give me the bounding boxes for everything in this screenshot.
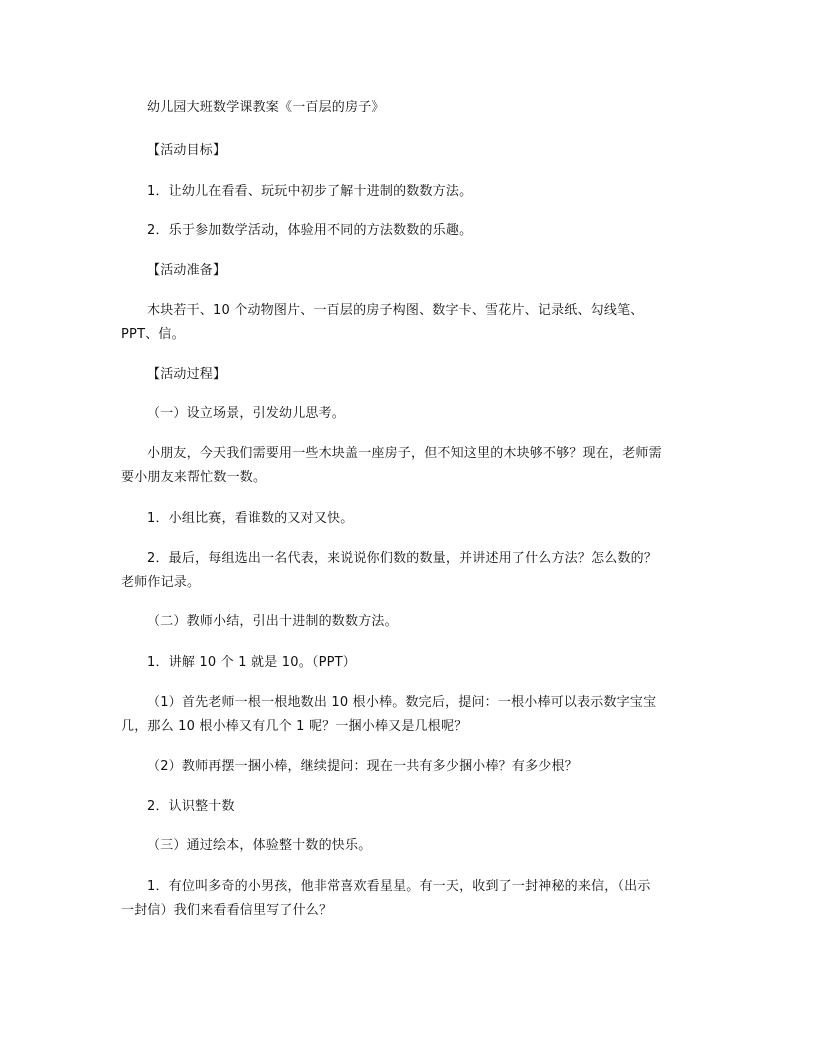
section-1-item-2-line-1: 2．最后，每组选出一名代表，来说说你们数的数量，并讲述用了什么方法？怎么数的？ [147, 551, 658, 566]
goal-item-1: 1．让幼儿在看看、玩玩中初步了解十进制的数数方法。 [147, 184, 473, 199]
section-1-paragraph-line-1: 小朋友，今天我们需要用一些木块盖一座房子，但不知这里的木块够不够？现在，老师需 [147, 446, 662, 461]
section-3-item-1-line-1: 1．有位叫多奇的小男孩，他非常喜欢看星星。有一天，收到了一封神秘的来信，（出示 [147, 879, 651, 894]
document-title: 幼儿园大班数学课教案《一百层的房子》 [147, 100, 385, 115]
goal-item-2: 2．乐于参加数学活动，体验用不同的方法数数的乐趣。 [147, 223, 473, 238]
section-1-item-2-line-2: 老师作记录。 [121, 575, 201, 590]
preparation-text-line-2: PPT、信。 [121, 327, 185, 342]
heading-activity-preparation: 【活动准备】 [147, 263, 227, 278]
heading-activity-process: 【活动过程】 [147, 367, 227, 382]
section-1-paragraph-line-2: 要小朋友来帮忙数一数。 [121, 470, 267, 485]
section-1-title: （一）设立场景，引发幼儿思考。 [147, 406, 346, 421]
heading-activity-goals: 【活动目标】 [147, 143, 227, 158]
section-3-title: （三）通过绘本，体验整十数的快乐。 [147, 838, 372, 853]
section-2-subitem-1-line-1: （1）首先老师一根一根地数出 10 根小棒。数完后，提问：一根小棒可以表示数字宝宝 [147, 695, 657, 710]
section-2-item-2: 2．认识整十数 [147, 799, 235, 814]
section-2-subitem-2: （2）教师再摆一捆小棒，继续提问：现在一共有多少捆小棒？有多少根？ [147, 759, 578, 774]
section-2-subitem-1-line-2: 几，那么 10 根小棒又有几个 1 呢？一捆小棒又是几根呢？ [121, 719, 468, 734]
preparation-text-line-1: 木块若干、10 个动物图片、一百层的房子构图、数字卡、雪花片、记录纸、勾线笔、 [147, 303, 644, 318]
section-2-item-1: 1．讲解 10 个 1 就是 10。（PPT） [147, 655, 357, 670]
section-2-title: （二）教师小结，引出十进制的数数方法。 [147, 614, 398, 629]
section-1-item-1: 1．小组比赛，看谁数的又对又快。 [147, 511, 354, 526]
section-3-item-1-line-2: 一封信）我们来看看信里写了什么？ [121, 903, 333, 918]
